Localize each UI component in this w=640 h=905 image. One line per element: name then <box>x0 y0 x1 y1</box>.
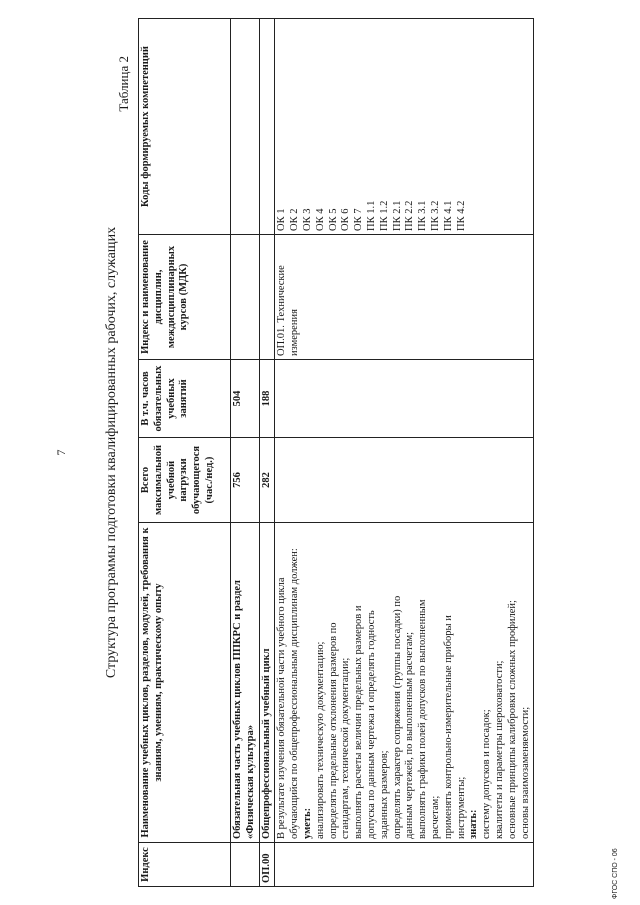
content-index <box>275 843 534 887</box>
knowledge-label: знать: <box>468 809 480 839</box>
list-item: основы взаимозаменяемости; <box>519 706 531 839</box>
op-max-load: 282 <box>259 438 275 523</box>
list-item: допуска по данным чертежа и определять годность <box>365 610 377 839</box>
op-mandatory: 188 <box>259 360 275 438</box>
content-discipline: ОП.01. Технические измерения <box>275 235 534 360</box>
competence-code: ПК 4.1 <box>442 200 454 231</box>
competence-code: ОК 7 <box>353 208 365 231</box>
header-max-load: Всего максимальной учебной нагрузки обучающегося (час./нед.) <box>139 438 231 523</box>
content-max-load <box>275 438 534 523</box>
header-index: Индекс <box>139 843 231 887</box>
list-item: заданных размеров; <box>378 750 390 839</box>
footer-label: ФГОС СПО - 06 <box>612 848 619 899</box>
competence-code: ПК 4.2 <box>455 200 467 231</box>
op-index: ОП.00 <box>259 843 275 887</box>
document-title: Структура программы подготовки квалифицированных рабочих, служащих <box>104 226 119 679</box>
list-item: стандартам, технической документации; <box>340 657 352 839</box>
list-item: инструменты; <box>455 776 467 839</box>
list-item: определять характер сопряжения (группы посадки) по <box>391 595 403 839</box>
table-row-op <box>259 19 275 887</box>
list-item: анализировать техническую документацию; <box>314 641 326 839</box>
list-item: применять контрольно-измерительные приборы и <box>442 615 454 839</box>
table-label: Таблица 2 <box>116 56 131 112</box>
competence-code: ПК 3.1 <box>417 200 429 231</box>
mandatory-hours: 504 <box>231 360 260 438</box>
content-intro: В результате изучения обязательной части учебного цикла обучающийся по общепрофессиональным дисциплинам должен: <box>276 548 301 839</box>
competence-code: ОК 5 <box>327 208 339 231</box>
op-codes <box>259 19 275 235</box>
table-row-mandatory <box>231 19 260 887</box>
header-mandatory: В т.ч. часов обязательных учебных занятий <box>139 360 231 438</box>
content-mandatory <box>275 360 534 438</box>
competence-code: ПК 2.1 <box>391 200 403 231</box>
list-item: основные принципы калибровки сложных профилей; <box>506 600 518 839</box>
op-discipline <box>259 235 275 360</box>
mandatory-max-load: 756 <box>231 438 260 523</box>
table-row-content <box>275 19 534 887</box>
header-discipline: Индекс и наименование дисциплин, междисциплинарных курсов (МДК) <box>139 235 231 360</box>
skills-list <box>315 526 469 839</box>
mandatory-name: Обязательная часть учебных циклов ППКРС и раздел «Физическая культура» <box>231 523 260 843</box>
competence-code: ОК 6 <box>340 208 352 231</box>
page-number: 7 <box>54 449 68 456</box>
competence-code: ПК 2.2 <box>404 200 416 231</box>
list-item: расчетам; <box>429 795 441 839</box>
competence-code: ПК 3.2 <box>429 200 441 231</box>
competence-code: ОК 4 <box>314 208 326 231</box>
knowledge-list <box>481 526 532 839</box>
header-row <box>139 19 231 887</box>
list-item: данным чертежей, по выполненным расчетам; <box>404 631 416 839</box>
competence-code: ПК 1.1 <box>365 200 377 231</box>
mandatory-discipline <box>231 235 260 360</box>
mandatory-index <box>231 843 260 887</box>
competence-code: ОК 1 <box>276 208 288 231</box>
list-item: систему допусков и посадок; <box>481 709 493 839</box>
list-item: выполнять расчеты величин предельных размеров и <box>353 605 365 839</box>
mandatory-codes <box>231 19 260 235</box>
skills-label: уметь: <box>301 807 313 839</box>
list-item: определять предельные отклонения размеров по <box>327 622 339 839</box>
list-item: выполнять графики полей допусков по выполненным <box>417 599 429 839</box>
header-competences: Коды формируемых компетенций <box>139 19 231 235</box>
list-item: квалитеты и параметры шероховатости; <box>493 660 505 839</box>
op-name: Общепрофессиональный учебный цикл <box>259 523 275 843</box>
header-name: Наименование учебных циклов, разделов, модулей, требования к знаниям, умениям, практическому опыту <box>139 523 231 843</box>
competence-code: ОК 3 <box>301 208 313 231</box>
structure-table <box>138 18 534 887</box>
competence-code: ПК 1.2 <box>378 200 390 231</box>
competence-code: ОК 2 <box>289 208 301 231</box>
content-requirements <box>275 523 534 843</box>
competence-codes <box>275 19 534 235</box>
